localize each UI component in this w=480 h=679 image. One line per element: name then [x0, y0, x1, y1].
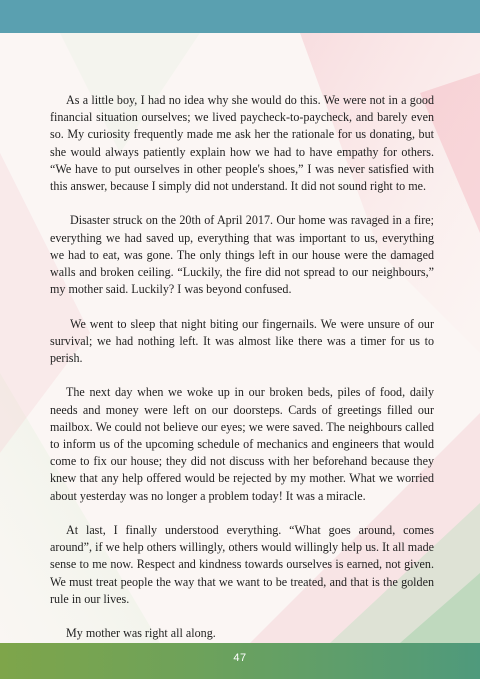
paragraph-5: At last, I finally understood everything. “What goes around, comes around”, if we help others willingly, others would willingly help us. It all made sense to me now. Respect and kindness towards ourselves is earned, not given. We must treat people the way that we want to be treated, and that is the golden rule in our lives.: [50, 523, 434, 606]
story-text: [50, 92, 434, 660]
paragraph-2: Disaster struck on the 20th of April 2017. Our home was ravaged in a fire; everything we had saved up, everything that was important to us, everything we had to eat, was gone. The only things left in our house were the damaged walls and broken ceiling. “Luckily, the fire did not spread to our neighbours,” my mother said. Luckily? I was beyond confused.: [50, 213, 434, 297]
header-band: [0, 0, 480, 33]
paragraph-6: My mother was right all along.: [66, 626, 216, 641]
paragraph-3: We went to sleep that night biting our fingernails. We were unsure of our survival; we had nothing left. It was almost like there was a timer for us to perish.: [50, 316, 434, 366]
paragraph-1: As a little boy, I had no idea why she would do this. We were not in a good financial situation ourselves; we lived paycheck-to-paycheck, and barely even so. My curiosity frequently made me ask her the rationale for us donating, but she would always patiently explain how we had to have empathy for others. “We have to put ourselves in other people's shoes,” I was never satisfied with this answer, because I simply did not understand. It did not sound right to me.: [50, 93, 434, 194]
paragraph-4: The next day when we woke up in our broken beds, piles of food, daily needs and money were left on our doorsteps. Cards of greetings filled our mailbox. We could not believe our eyes; we were saved. The neighbours called to inform us of the upcoming schedule of mechanics and engineers that would come to fix our house; they did not discuss with her beforehand because they knew that any help offered would be rejected by my mother. What we worried about yesterday was no longer a problem today! It was a miracle.: [50, 385, 434, 503]
page-number: 47: [233, 652, 247, 664]
